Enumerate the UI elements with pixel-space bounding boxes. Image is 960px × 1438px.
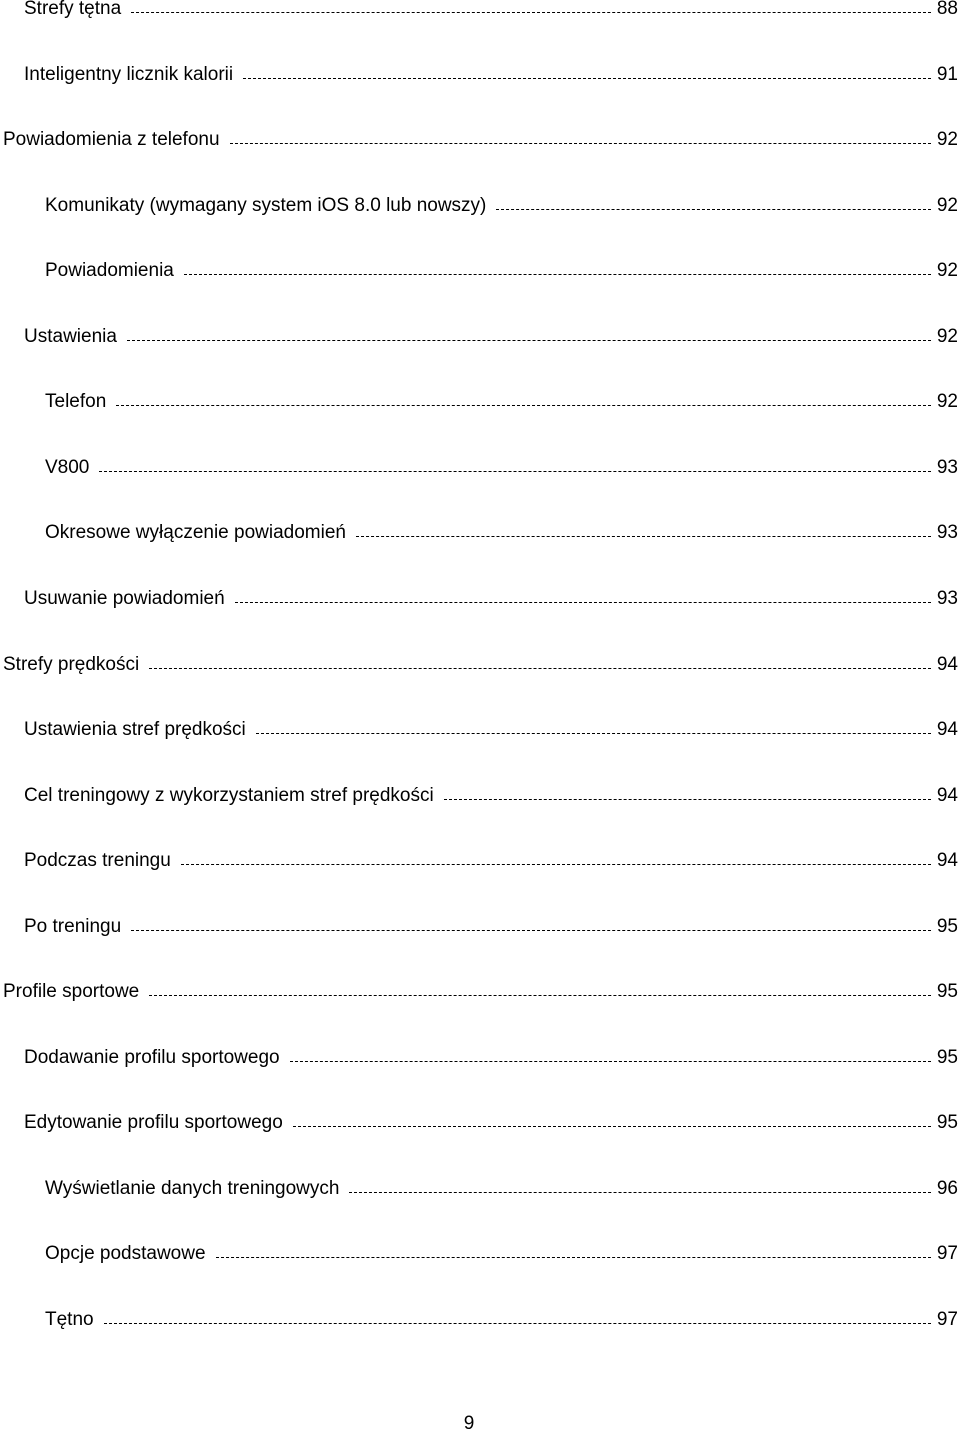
toc-leader-dots (496, 208, 930, 210)
toc-entry-title: Wyświetlanie danych treningowych (45, 1177, 340, 1199)
toc-leader-dots (149, 994, 931, 996)
toc-entry-page: 92 (936, 391, 958, 413)
toc-entry-page: 97 (936, 1243, 958, 1265)
toc-entry[interactable] (0, 388, 958, 416)
toc-entry-page: 94 (936, 719, 958, 741)
toc-leader-dots (256, 732, 931, 734)
toc-entry[interactable] (0, 1175, 958, 1203)
toc-entry[interactable] (0, 0, 958, 23)
toc-leader-dots (104, 1322, 931, 1324)
toc-entry-page: 92 (936, 260, 958, 282)
toc-entry[interactable] (0, 519, 958, 547)
toc-entry[interactable] (0, 1109, 958, 1137)
toc-entry[interactable] (0, 323, 958, 351)
toc-entry[interactable] (0, 192, 958, 220)
toc-leader-dots (356, 535, 931, 537)
toc-entry-page: 95 (936, 981, 958, 1003)
toc-entry-title: Komunikaty (wymagany system iOS 8.0 lub nowszy) (45, 194, 487, 216)
toc-entry[interactable] (0, 454, 958, 482)
toc-entry-title: Telefon (45, 391, 107, 413)
toc-entry-title: Powiadomienia (45, 260, 174, 282)
toc-entry-title: Profile sportowe (3, 981, 140, 1003)
toc-entry[interactable] (0, 716, 958, 744)
toc-entry-title: V800 (45, 456, 90, 478)
toc-entry-title: Edytowanie profilu sportowego (24, 1112, 283, 1134)
toc-entry-title: Okresowe wyłączenie powiadomień (45, 522, 346, 544)
toc-leader-dots (293, 1125, 931, 1127)
toc-leader-dots (243, 77, 931, 79)
toc-leader-dots (290, 1060, 931, 1062)
toc-entry[interactable] (0, 1044, 958, 1072)
toc-leader-dots (127, 339, 931, 341)
toc-entry-title: Dodawanie profilu sportowego (24, 1046, 280, 1068)
toc-entry-page: 94 (936, 784, 958, 806)
toc-entry-title: Powiadomienia z telefonu (3, 129, 220, 151)
toc-entry-title: Strefy tętna (24, 0, 122, 19)
toc-entry[interactable] (0, 913, 958, 941)
toc-entry-title: Ustawienia (24, 325, 117, 347)
toc-entry-title: Opcje podstawowe (45, 1243, 206, 1265)
toc-entry-page: 92 (936, 194, 958, 216)
toc-entry-title: Strefy prędkości (3, 653, 140, 675)
toc-leader-dots (349, 1191, 930, 1193)
toc-entry-title: Po treningu (24, 915, 122, 937)
toc-leader-dots (181, 863, 931, 865)
toc-leader-dots (444, 798, 931, 800)
toc-leader-dots (216, 1256, 931, 1258)
toc-entry-page: 95 (936, 1046, 958, 1068)
toc-entry-title: Podczas treningu (24, 850, 171, 872)
toc-entry-page: 95 (936, 1112, 958, 1134)
toc-entry-title: Tętno (45, 1309, 94, 1330)
toc-leader-dots (131, 11, 931, 13)
toc-entry-page: 92 (936, 325, 958, 347)
toc-entry-page: 93 (936, 587, 958, 609)
toc-leader-dots (184, 273, 931, 275)
toc-entry[interactable] (0, 126, 958, 154)
toc-entry[interactable] (0, 585, 958, 613)
toc-entry[interactable] (0, 978, 958, 1006)
page-number: 9 (463, 1413, 475, 1434)
toc-entry-page: 95 (936, 915, 958, 937)
toc-entry[interactable] (0, 257, 958, 285)
toc-entry-page: 93 (936, 522, 958, 544)
toc-entry[interactable] (0, 1306, 958, 1334)
toc-entry-page: 91 (936, 63, 958, 85)
toc-entry-page: 93 (936, 456, 958, 478)
toc-entry-page: 97 (936, 1309, 958, 1330)
toc-entry-page: 96 (936, 1177, 958, 1199)
toc-entry-page: 94 (936, 653, 958, 675)
toc-entry-title: Ustawienia stref prędkości (24, 719, 246, 741)
toc-entry[interactable] (0, 61, 958, 89)
toc-leader-dots (131, 929, 931, 931)
toc-entry[interactable] (0, 1240, 958, 1268)
toc-entry[interactable] (0, 782, 958, 810)
toc-entry-title: Cel treningowy z wykorzystaniem stref prędkości (24, 784, 434, 806)
toc-entry[interactable] (0, 847, 958, 875)
toc-entry-page: 94 (936, 850, 958, 872)
toc-leader-dots (116, 404, 931, 406)
toc-entry-page: 88 (936, 0, 958, 19)
toc-entry-page: 92 (936, 129, 958, 151)
toc-entry[interactable] (0, 651, 958, 679)
toc-entry-title: Usuwanie powiadomień (24, 587, 225, 609)
toc-entry-title: Inteligentny licznik kalorii (24, 63, 234, 85)
toc-leader-dots (99, 470, 930, 472)
toc-leader-dots (149, 667, 931, 669)
toc-leader-dots (230, 142, 931, 144)
toc-leader-dots (235, 601, 931, 603)
